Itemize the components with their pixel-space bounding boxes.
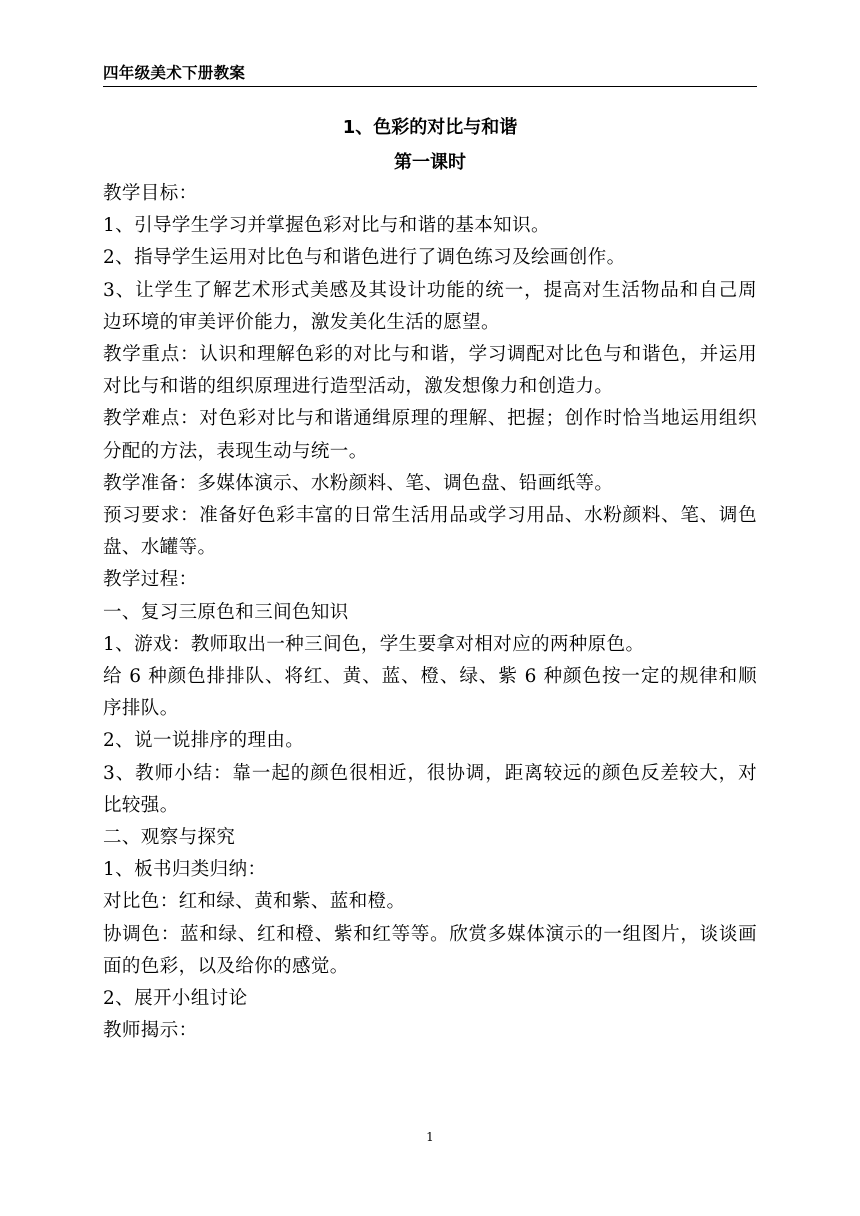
paragraph-preview: 预习要求：准备好色彩丰富的日常生活用品或学习用品、水粉颜料、笔、调色盘、水罐等。 [103, 505, 757, 559]
paragraph-teaching-goals: 教学目标： [103, 183, 198, 204]
paragraph-teacher-reveal: 教师揭示： [103, 1020, 198, 1042]
paragraph-key-points: 教学重点：认识和理解色彩的对比与和谐，学习调配对比色与和谐色，并运用对比与和谐的组织原理进行造型活动，激发想像力和创造力。 [103, 344, 757, 398]
header-title: 四年级美术下册教案 [103, 64, 246, 82]
paragraph-ordering: 给 6 种颜色排排队、将红、黄、蓝、橙、绿、紫 6 种颜色按一定的规律和顺序排队。 [103, 666, 757, 720]
paragraph-summary: 3、教师小结：靠一起的颜色很相近，很协调，距离较远的颜色反差较大，对比较强。 [103, 762, 757, 816]
paragraph-section-1: 一、复习三原色和三间色知识 [103, 601, 349, 623]
paragraph-game: 1、游戏：教师取出一种三间色，学生要拿对相对应的两种原色。 [103, 633, 645, 655]
lesson-subtitle: 第一课时 [394, 152, 466, 173]
paragraph-group-discussion: 2、展开小组讨论 [103, 988, 248, 1010]
page-number: 1 [426, 1130, 434, 1144]
paragraph-difficulties: 教学难点：对色彩对比与和谐通缉原理的理解、把握；创作时恰当地运用组织分配的方法，表现生动与统一。 [103, 408, 757, 462]
paragraph-goal-3: 3、让学生了解艺术形式美感及其设计功能的统一，提高对生活物品和自己周边环境的审美评价能力，激发美化生活的愿望。 [103, 279, 757, 333]
page-header [103, 62, 757, 87]
paragraph-board: 1、板书归类归纳： [103, 859, 267, 881]
paragraph-process: 教学过程： [103, 569, 198, 591]
paragraph-preparation: 教学准备：多媒体演示、水粉颜料、笔、调色盘、铅画纸等。 [103, 472, 614, 494]
paragraph-contrast-colors: 对比色：红和绿、黄和紫、蓝和橙。 [103, 891, 406, 913]
paragraph-section-2: 二、观察与探究 [103, 827, 236, 849]
paragraph-harmony-colors: 协调色：蓝和绿、红和橙、紫和红等等。欣赏多媒体演示的一组图片，谈谈画面的色彩，以及给你的感觉。 [103, 923, 757, 977]
paragraph-reason: 2、说一说排序的理由。 [103, 730, 305, 752]
paragraph-goal-2: 2、指导学生运用对比色与和谐色进行了调色练习及绘画创作。 [103, 247, 626, 269]
document-body [103, 178, 757, 1047]
lesson-title: 1、色彩的对比与和谐 [342, 117, 518, 138]
paragraph-goal-1: 1、引导学生学习并掌握色彩对比与和谐的基本知识。 [103, 215, 550, 237]
